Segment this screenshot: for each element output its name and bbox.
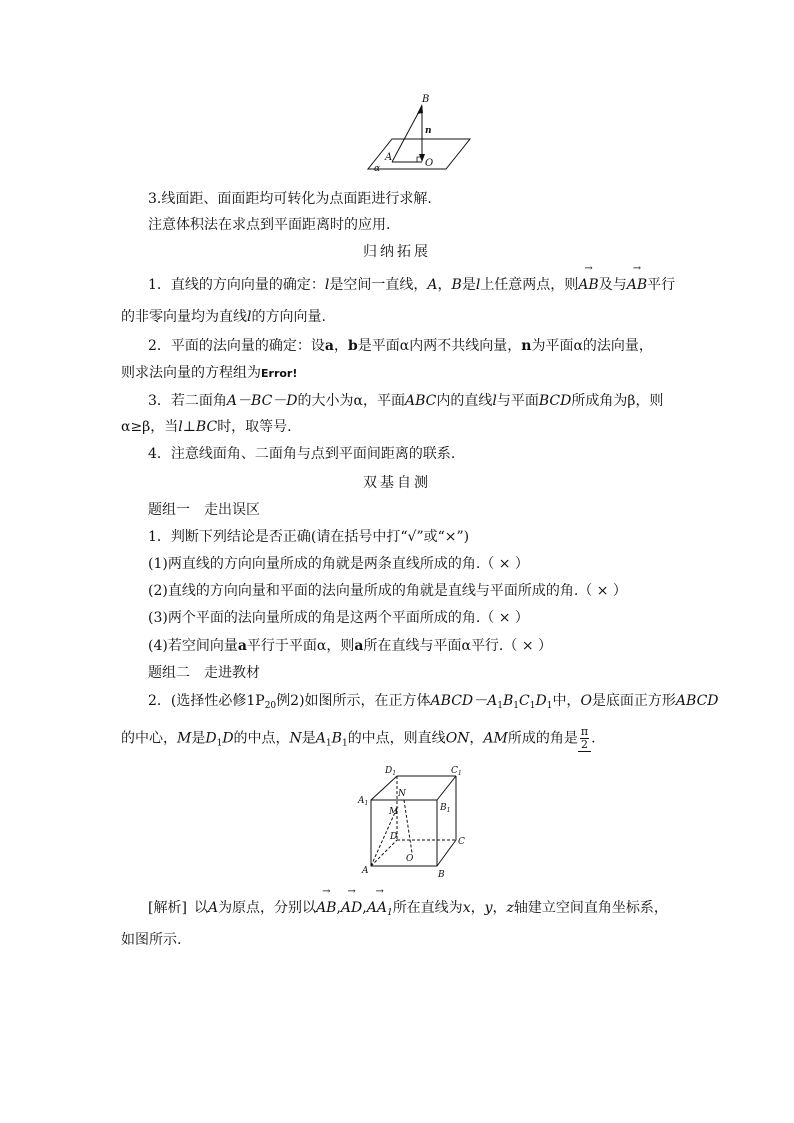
text: 的中点， <box>233 730 290 747</box>
text: 与平面 <box>496 393 539 409</box>
text: a <box>237 638 247 654</box>
text: 1 <box>341 738 348 749</box>
text: 所成角为 <box>571 393 628 409</box>
note-volume: 注意体积法在求点到平面距离时的应用. <box>148 217 391 233</box>
text: C <box>519 693 530 709</box>
label-n: n <box>425 126 432 136</box>
text: 的法向量， <box>582 338 653 354</box>
text: 的中点，则直线 <box>347 730 446 747</box>
summary-2-line2 <box>121 363 297 384</box>
label-b: B <box>438 870 445 880</box>
text: 例2)如图所示，在正方体 <box>276 693 431 709</box>
text: 1 <box>386 908 393 918</box>
text: 2．平面的法向量的确定：设 <box>148 338 325 354</box>
label-a: A <box>362 866 369 876</box>
vector-ab: → AB <box>578 275 598 295</box>
label-b1: $B_1$ <box>440 803 451 814</box>
text: n <box>521 338 532 354</box>
segment-on <box>404 800 412 853</box>
text: ， <box>492 900 507 916</box>
text: 的方向向量. <box>251 309 326 325</box>
text: 2．(选择性必修1P <box>148 693 265 709</box>
text: α <box>353 393 363 409</box>
text: ， <box>334 338 348 354</box>
answer-blank <box>578 726 591 752</box>
text: ，则 <box>326 638 355 654</box>
text: l <box>324 277 330 293</box>
cube-figure <box>354 762 474 880</box>
text: ， <box>469 730 484 747</box>
front-face <box>371 800 437 866</box>
label-c: C <box>458 837 465 847</box>
text: 中， <box>552 693 581 709</box>
edge-ad <box>371 840 397 866</box>
summary-1-line2 <box>121 307 326 327</box>
text: BCD <box>538 393 572 409</box>
text: M <box>177 730 192 747</box>
text: 的非零向量均为直线 <box>121 309 247 325</box>
text: α≥β <box>121 419 151 435</box>
summary-3-line2 <box>121 417 292 437</box>
text: α <box>461 638 471 654</box>
answer-denominator: 2 <box>580 738 588 751</box>
text: l <box>475 277 481 293</box>
text: 平行于平面 <box>246 638 317 654</box>
text: ，则 <box>635 393 664 409</box>
text: α <box>316 638 327 654</box>
summary-1-line1 <box>148 275 675 295</box>
text: ON <box>445 730 470 747</box>
text: l⊥BC <box>178 419 218 435</box>
text: 是平面 <box>357 338 400 354</box>
text: N <box>289 730 302 747</box>
text: α <box>573 338 583 354</box>
text: α <box>399 338 410 354</box>
vector-ad: → AD <box>341 898 362 918</box>
text: 1 <box>546 701 553 711</box>
text: 1 <box>497 701 503 711</box>
text: 为原点，分别以 <box>218 900 317 916</box>
analysis-tag: [解析] <box>148 900 187 916</box>
text: ，当 <box>150 419 179 435</box>
analysis-line1 <box>148 898 668 923</box>
text: ， <box>437 277 452 293</box>
vector-aa1 <box>367 898 393 923</box>
text: a <box>324 338 334 354</box>
text: l <box>492 393 497 409</box>
text: ABCD <box>675 693 719 709</box>
text: 是 <box>191 730 206 747</box>
edge-bc <box>437 840 456 866</box>
text: B <box>502 693 514 709</box>
text: A <box>315 730 326 747</box>
group-2-title: 题组二 走进教材 <box>148 665 260 681</box>
text: 为平面 <box>531 338 574 354</box>
text: 以 <box>193 900 208 916</box>
text: A－BC－D <box>226 393 298 409</box>
label-n: N <box>398 789 406 799</box>
note-3: 3.线面距、面面距均可转化为点面距进行求解. <box>148 191 432 207</box>
text: A <box>427 277 438 293</box>
summary-4: 4．注意线面角、二面角与点到平面间距离的联系. <box>148 446 456 462</box>
label-b: B <box>422 94 430 105</box>
text: 及与 <box>598 277 627 293</box>
section-title-summary: 归纳拓展 <box>363 244 431 260</box>
text: 所成的角是 <box>507 730 578 747</box>
text: 是空间一直线， <box>329 277 428 293</box>
label-m: M <box>389 807 399 817</box>
edge-b1c1 <box>437 776 456 800</box>
answer-numerator: π <box>580 725 589 738</box>
label-o: O <box>406 854 414 864</box>
text: O <box>580 693 592 709</box>
label-d: D <box>390 832 398 842</box>
question-2-line2: 的中心，M是$D_1D$的中点，N是$A_1B_1$的中点，则直线ON，AM所成的角是 $\frac{\pi}{2}$ . <box>121 725 596 751</box>
text: (4)若空间向量 <box>148 638 238 654</box>
text: 3．若二面角 <box>148 393 227 409</box>
question-2-line1 <box>148 691 719 716</box>
text: a <box>354 638 364 654</box>
text: 上任意两点，则 <box>480 277 579 293</box>
text: b <box>348 338 358 354</box>
text: D <box>205 730 217 747</box>
section-title-selftest: 双基自测 <box>363 475 431 491</box>
text: 平行 <box>647 277 676 293</box>
vector-ab: → AB <box>627 275 647 295</box>
label-a: A <box>385 152 393 163</box>
text: 内两不共线向量， <box>409 338 522 354</box>
text: , <box>362 900 367 916</box>
error-text: Error! <box>261 367 298 380</box>
text: β <box>627 393 636 409</box>
text: z <box>506 900 514 916</box>
text: B <box>451 277 462 293</box>
text: D <box>222 730 234 747</box>
text: 轴建立空间直角坐标系， <box>513 900 668 916</box>
text: ，平面 <box>363 393 405 409</box>
answer-fraction <box>580 726 589 751</box>
question-1: 1．判断下列结论是否正确(请在括号中打“√”或“×”) <box>148 529 470 545</box>
label-o: O <box>425 158 434 169</box>
plane-normal-figure <box>362 92 474 176</box>
label-alpha: α <box>374 164 381 174</box>
text: 1 <box>513 701 520 711</box>
text: 1．直线的方向向量的确定： <box>148 277 325 293</box>
text: 1 <box>529 701 536 711</box>
text: 是 <box>461 277 476 293</box>
text: ABCD－A <box>430 693 498 709</box>
text: 1 <box>216 738 223 749</box>
analysis-line2: 如图所示. <box>121 932 182 948</box>
text: 时，取等号. <box>217 419 292 435</box>
text: y <box>484 900 493 916</box>
text: D <box>535 693 547 709</box>
text: 1 <box>325 738 332 749</box>
text: A <box>207 900 219 916</box>
text: 所在直线与平面 <box>363 638 462 654</box>
text: ， <box>470 900 485 916</box>
label-d1: $D_1$ <box>385 766 397 777</box>
group-1-title: 题组一 走出误区 <box>148 502 260 518</box>
vector-ab <box>392 106 422 162</box>
text: 20 <box>264 701 277 711</box>
summary-3-line1 <box>148 391 663 411</box>
label-a1: $A_1$ <box>358 796 369 807</box>
vector-ab: → AB <box>316 898 336 918</box>
question-1-item-3: (3)两个平面的法向量所成的角是这两个平面所成的角.（ × ） <box>148 610 529 626</box>
summary-2-line1 <box>148 336 653 356</box>
label-c1: $C_1$ <box>451 766 462 777</box>
question-1-item-4 <box>148 636 552 656</box>
edge-a1d1 <box>371 776 397 800</box>
text: ABC <box>405 393 437 409</box>
text: 是 <box>301 730 316 747</box>
text: x <box>462 900 471 916</box>
text: 的大小为 <box>297 393 354 409</box>
question-1-item-2: (2)直线的方向向量和平面的法向量所成的角就是直线与平面所成的角.（ × ） <box>148 583 627 599</box>
text: , <box>336 900 341 916</box>
text: AM <box>483 730 508 747</box>
text: 所在直线为 <box>392 900 463 916</box>
text: 则求法向量的方程组为 <box>121 365 261 381</box>
text: 平行.（ × ） <box>470 638 553 654</box>
question-1-item-1: (1)两直线的方向向量所成的角就是两条直线所成的角.（ × ） <box>148 556 529 572</box>
text: l <box>247 309 252 325</box>
text: AA <box>366 900 387 916</box>
text: 内的直线 <box>436 393 493 409</box>
text: 的中心， <box>121 730 177 747</box>
text: 是底面正方形 <box>591 693 676 709</box>
